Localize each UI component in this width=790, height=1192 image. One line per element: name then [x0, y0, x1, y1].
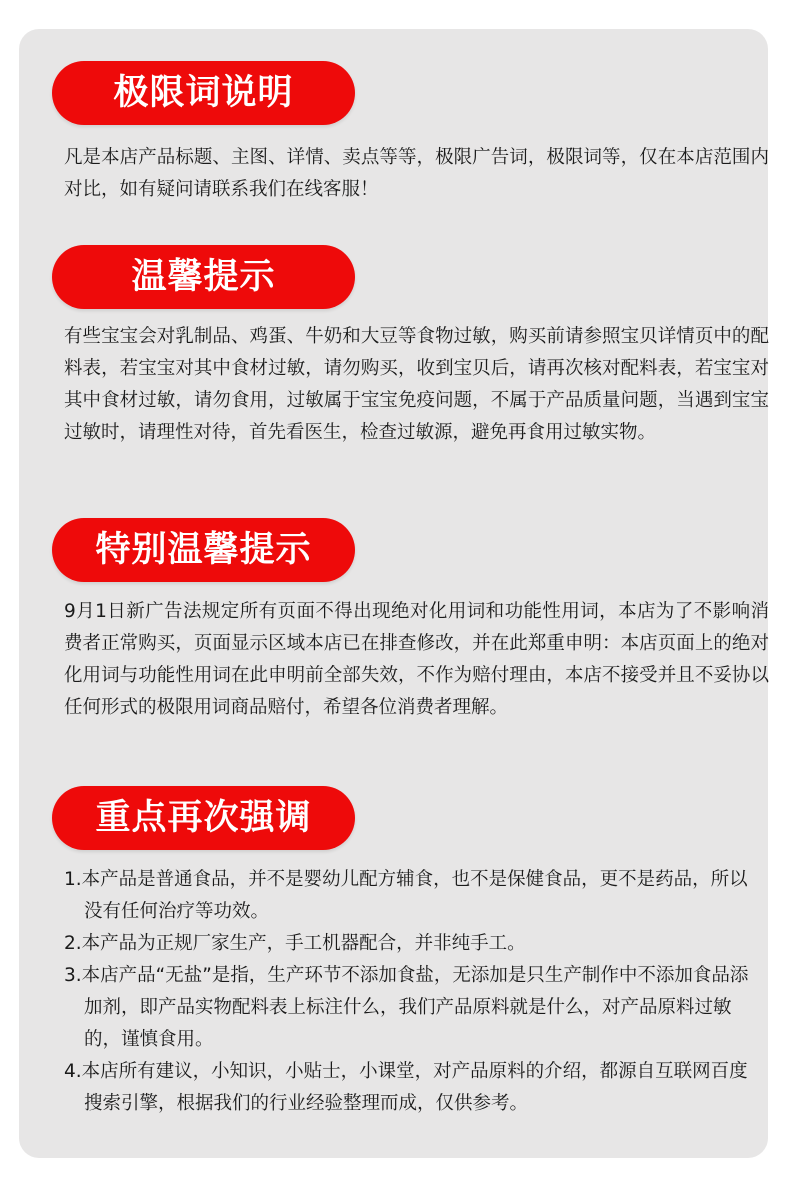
- list-item-text: 本产品为正规厂家生产，手工机器配合，并非纯手工。: [81, 933, 526, 954]
- emphasis-list: [64, 864, 754, 1120]
- list-item-text: 本产品是普通食品，并不是婴幼儿配方辅食，也不是保健食品，更不是药品，所以没有任何治疗等功效。: [81, 869, 748, 922]
- info-card: [19, 29, 768, 1158]
- section-title-warm-tips: 温馨提示: [52, 245, 355, 309]
- section-title-emphasis: 重点再次强调: [52, 786, 355, 850]
- section-body-special-tips: 9月1日新广告法规定所有页面不得出现绝对化用词和功能性用词，本店为了不影响消费者正常购买，页面显示区域本店已在排查修改，并在此郑重申明：本店页面上的绝对化用词与功能性用词在此申明前全部失效，不作为赔付理由，本店不接受并且不妥协以任何形式的极限用词商品赔付，希望各位消费者理解。: [64, 601, 769, 718]
- list-item-number: 3.: [64, 965, 82, 986]
- list-item-text: 本店产品“无盐”是指，生产环节不添加食盐，无添加是只生产制作中不添加食品添加剂，即产品实物配料表上标注什么，我们产品原料就是什么，对产品原料过敏的，谨慎食用。: [81, 965, 749, 1050]
- list-item: [64, 928, 754, 960]
- section-body-limit-words: 凡是本店产品标题、主图、详情、卖点等等，极限广告词，极限词等，仅在本店范围内对比，如有疑问请联系我们在线客服！: [64, 147, 769, 200]
- list-item-number: 4.: [64, 1061, 82, 1082]
- list-item-number: 2.: [64, 933, 82, 954]
- list-item: [64, 864, 754, 928]
- section-body-warm-tips: 有些宝宝会对乳制品、鸡蛋、牛奶和大豆等食物过敏，购买前请参照宝贝详情页中的配料表，若宝宝对其中食材过敏，请勿购买，收到宝贝后，请再次核对配料表，若宝宝对其中食材过敏，请勿食用，过敏属于宝宝免疫问题，不属于产品质量问题，当遇到宝宝过敏时，请理性对待，首先看医生，检查过敏源，避免再食用过敏实物。: [64, 326, 769, 443]
- list-item-text: 本店所有建议，小知识，小贴士，小课堂，对产品原料的介绍，都源自互联网百度搜索引擎，根据我们的行业经验整理而成，仅供参考。: [81, 1061, 748, 1114]
- section-title-special-tips: 特别温馨提示: [52, 518, 355, 582]
- list-item: [64, 960, 754, 1056]
- section-title-limit-words: 极限词说明: [52, 61, 355, 125]
- list-item-number: 1.: [64, 869, 82, 890]
- list-item: [64, 1056, 754, 1120]
